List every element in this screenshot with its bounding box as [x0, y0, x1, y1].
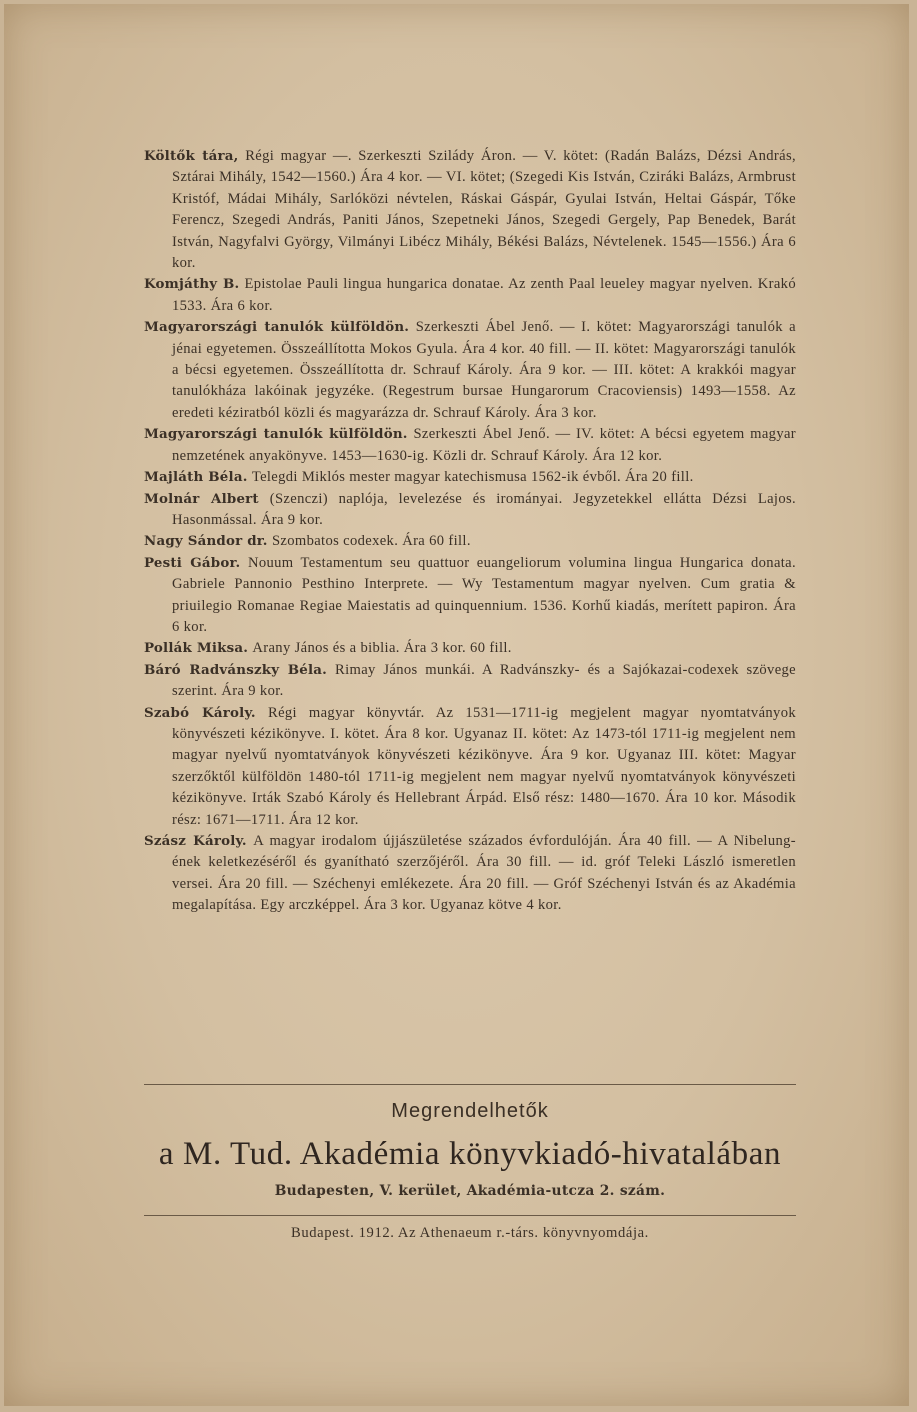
entry-text: Nouum Testamentum seu quattuor euangeliorum volumina lingua Hungarica donata. Gabriele Pannonio Pesthino Interprete. — Wy Testamentum magyar nyelven. Cum gratia & priuilegio Romanae Regiae Maiestatis ad quinquennium. 1536. Korhű kiadás, merített papiron. Ára 6 kor. — [172, 554, 796, 635]
divider-rule — [144, 1084, 796, 1085]
entry-author: Báró Radvánszky Béla. — [144, 661, 328, 678]
catalog-entry — [144, 831, 796, 917]
catalog-entry — [144, 553, 796, 639]
entry-author: Magyarországi tanulók külföldön. — [144, 426, 408, 443]
publisher-address: Budapesten, V. kerület, Akadémia-utcza 2. szám. — [274, 1183, 666, 1199]
entry-author: Majláth Béla. — [144, 469, 248, 486]
entry-author: Molnár Albert — [144, 490, 259, 507]
entry-text: Szerkeszti Ábel Jenő. — IV. kötet: A bécsi egyetem magyar nemzetének anyakönyve. 1453—1630-ig. Közli dr. Schrauf Károly. Ára 12 kor. — [172, 426, 797, 464]
entry-text: Régi magyar könyvtár. Az 1531—1711-ig megjelent magyar nyomtatványok könyvészeti kézikönyve. I. kötet. Ára 8 kor. Ugyanaz II. kötet: Az 1473-tól 1711-ig megjelent nem magyar nyelvű nyomtatványok könyvészeti kézikönyve. Ára 9 kor. Ugyanaz III. kötet: Magyar szerzőktől külföldön 1480-tól 1711-ig megjelent nem magyar nyelvű nyomtatványok könyvészeti kézikönyve. Irták Szabó Károly és Hellebrant Árpád. Első rész: 1480—1670. Ára 10 kor. Második rész: 1671—1711. Ára 12 kor. — [172, 704, 796, 828]
entry-author: Pollák Miksa. — [144, 640, 249, 657]
catalog-entry — [144, 638, 796, 659]
printer-imprint: Budapest. 1912. Az Athenaeum r.-társ. könyvnyomdája. — [291, 1225, 649, 1241]
entry-text: Szombatos codexek. Ára 60 fill. — [271, 533, 471, 550]
catalog-entry — [144, 317, 796, 424]
entry-author: Nagy Sándor dr. — [144, 533, 268, 550]
order-heading: Megrendelhetők — [391, 1100, 549, 1122]
catalog-entry — [144, 489, 796, 532]
entry-author: Szász Károly. — [144, 833, 247, 849]
catalog-entry — [144, 146, 796, 274]
entry-text: Szerkeszti Ábel Jenő. — I. kötet: Magyarországi tanulók a jénai egyetemen. Összeállította Mokos Gyula. Ára 4 kor. 40 fill. — II. kötet: Magyarországi tanulók a bécsi egyetemen. Összeállította dr. Schrauf Károly. Ára 9 kor. — III. kötet: A krakkói magyar tanulókháza lakóinak jegyzéke. (Regestrum bursae Hungarorum Cracoviensis) 1493—1558. Az eredeti kéziratból közli és magyarázza dr. Schrauf Károly. Ára 3 kor. — [172, 319, 796, 421]
entry-text: Telegdi Miklós mester magyar katechismusa 1562-ik évből. Ára 20 fill. — [251, 469, 694, 486]
catalog-entry — [144, 703, 796, 831]
entry-text: (Szenczi) naplója, levelezése és irományai. Jegyzetekkel ellátta Dézsi Lajos. Hasonmással. Ára 9 kor. — [172, 490, 796, 528]
entry-author: Költők tára, — [144, 148, 239, 164]
entry-text: Rimay János munkái. A Radvánszky- és a Sajókazai-codexek szövege szerint. Ára 9 kor. — [172, 661, 796, 700]
entry-text: Régi magyar —. Szerkeszti Szilády Áron. — V. kötet: (Radán Balázs, Dézsi András, Sztárai Mihály, 1542—1560.) Ára 4 kor. — VI. kötet; (Szegedi Kis István, Cziráki Balázs, Armbrust Kristóf, Mádai Mihály, Sarlóközi névtelen, Ráskai Gáspár, Gyulai István, Heltai Gáspár, Tőke Ferencz, Szegedi András, Paniti János, Szepetneki János, Szegedi Gergely, Pap Benedek, Barát István, Nagyfalvi György, Vilmányi Libécz Mihály, Békési Balázs, Névtelenek. 1545—1556.) Ára 6 kor. — [172, 148, 796, 272]
entry-text: A magyar irodalom újjászületése százados évfordulóján. Ára 40 fill. — A Nibelung-ének keletkezéséről és gyanítható szerzőjéről. Ára 30 fill. — id. gróf Teleki László ismeretlen versei. Ára 20 fill. — Széchenyi emlékezete. Ára 20 fill. — Gróf Széchenyi István és az Akadémia megalapítása. Egy arczképpel. Ára 3 kor. Ugyanaz kötve 4 kor. — [172, 833, 796, 914]
divider-rule — [144, 1215, 796, 1216]
entry-text: Epistolae Pauli lingua hungarica donatae. Az zenth Paal leueley magyar nyelven. Krakó 1533. Ára 6 kor. — [172, 276, 796, 314]
catalog-entry — [144, 531, 796, 552]
entry-author: Pesti Gábor. — [144, 554, 241, 571]
publisher-heading: a M. Tud. Akadémia könyvkiadó-hivatalában — [158, 1136, 782, 1172]
catalog-entry — [144, 467, 796, 488]
catalog-entry — [144, 660, 796, 703]
entry-text: Arany János és a biblia. Ára 3 kor. 60 fill. — [252, 640, 512, 657]
entry-author: Szabó Károly. — [144, 704, 256, 721]
catalog-entry — [144, 274, 796, 317]
entry-author: Komjáthy B. — [144, 276, 240, 293]
book-catalog — [144, 146, 796, 917]
entry-author: Magyarországi tanulók külföldön. — [144, 319, 410, 336]
catalog-entry — [144, 424, 796, 467]
